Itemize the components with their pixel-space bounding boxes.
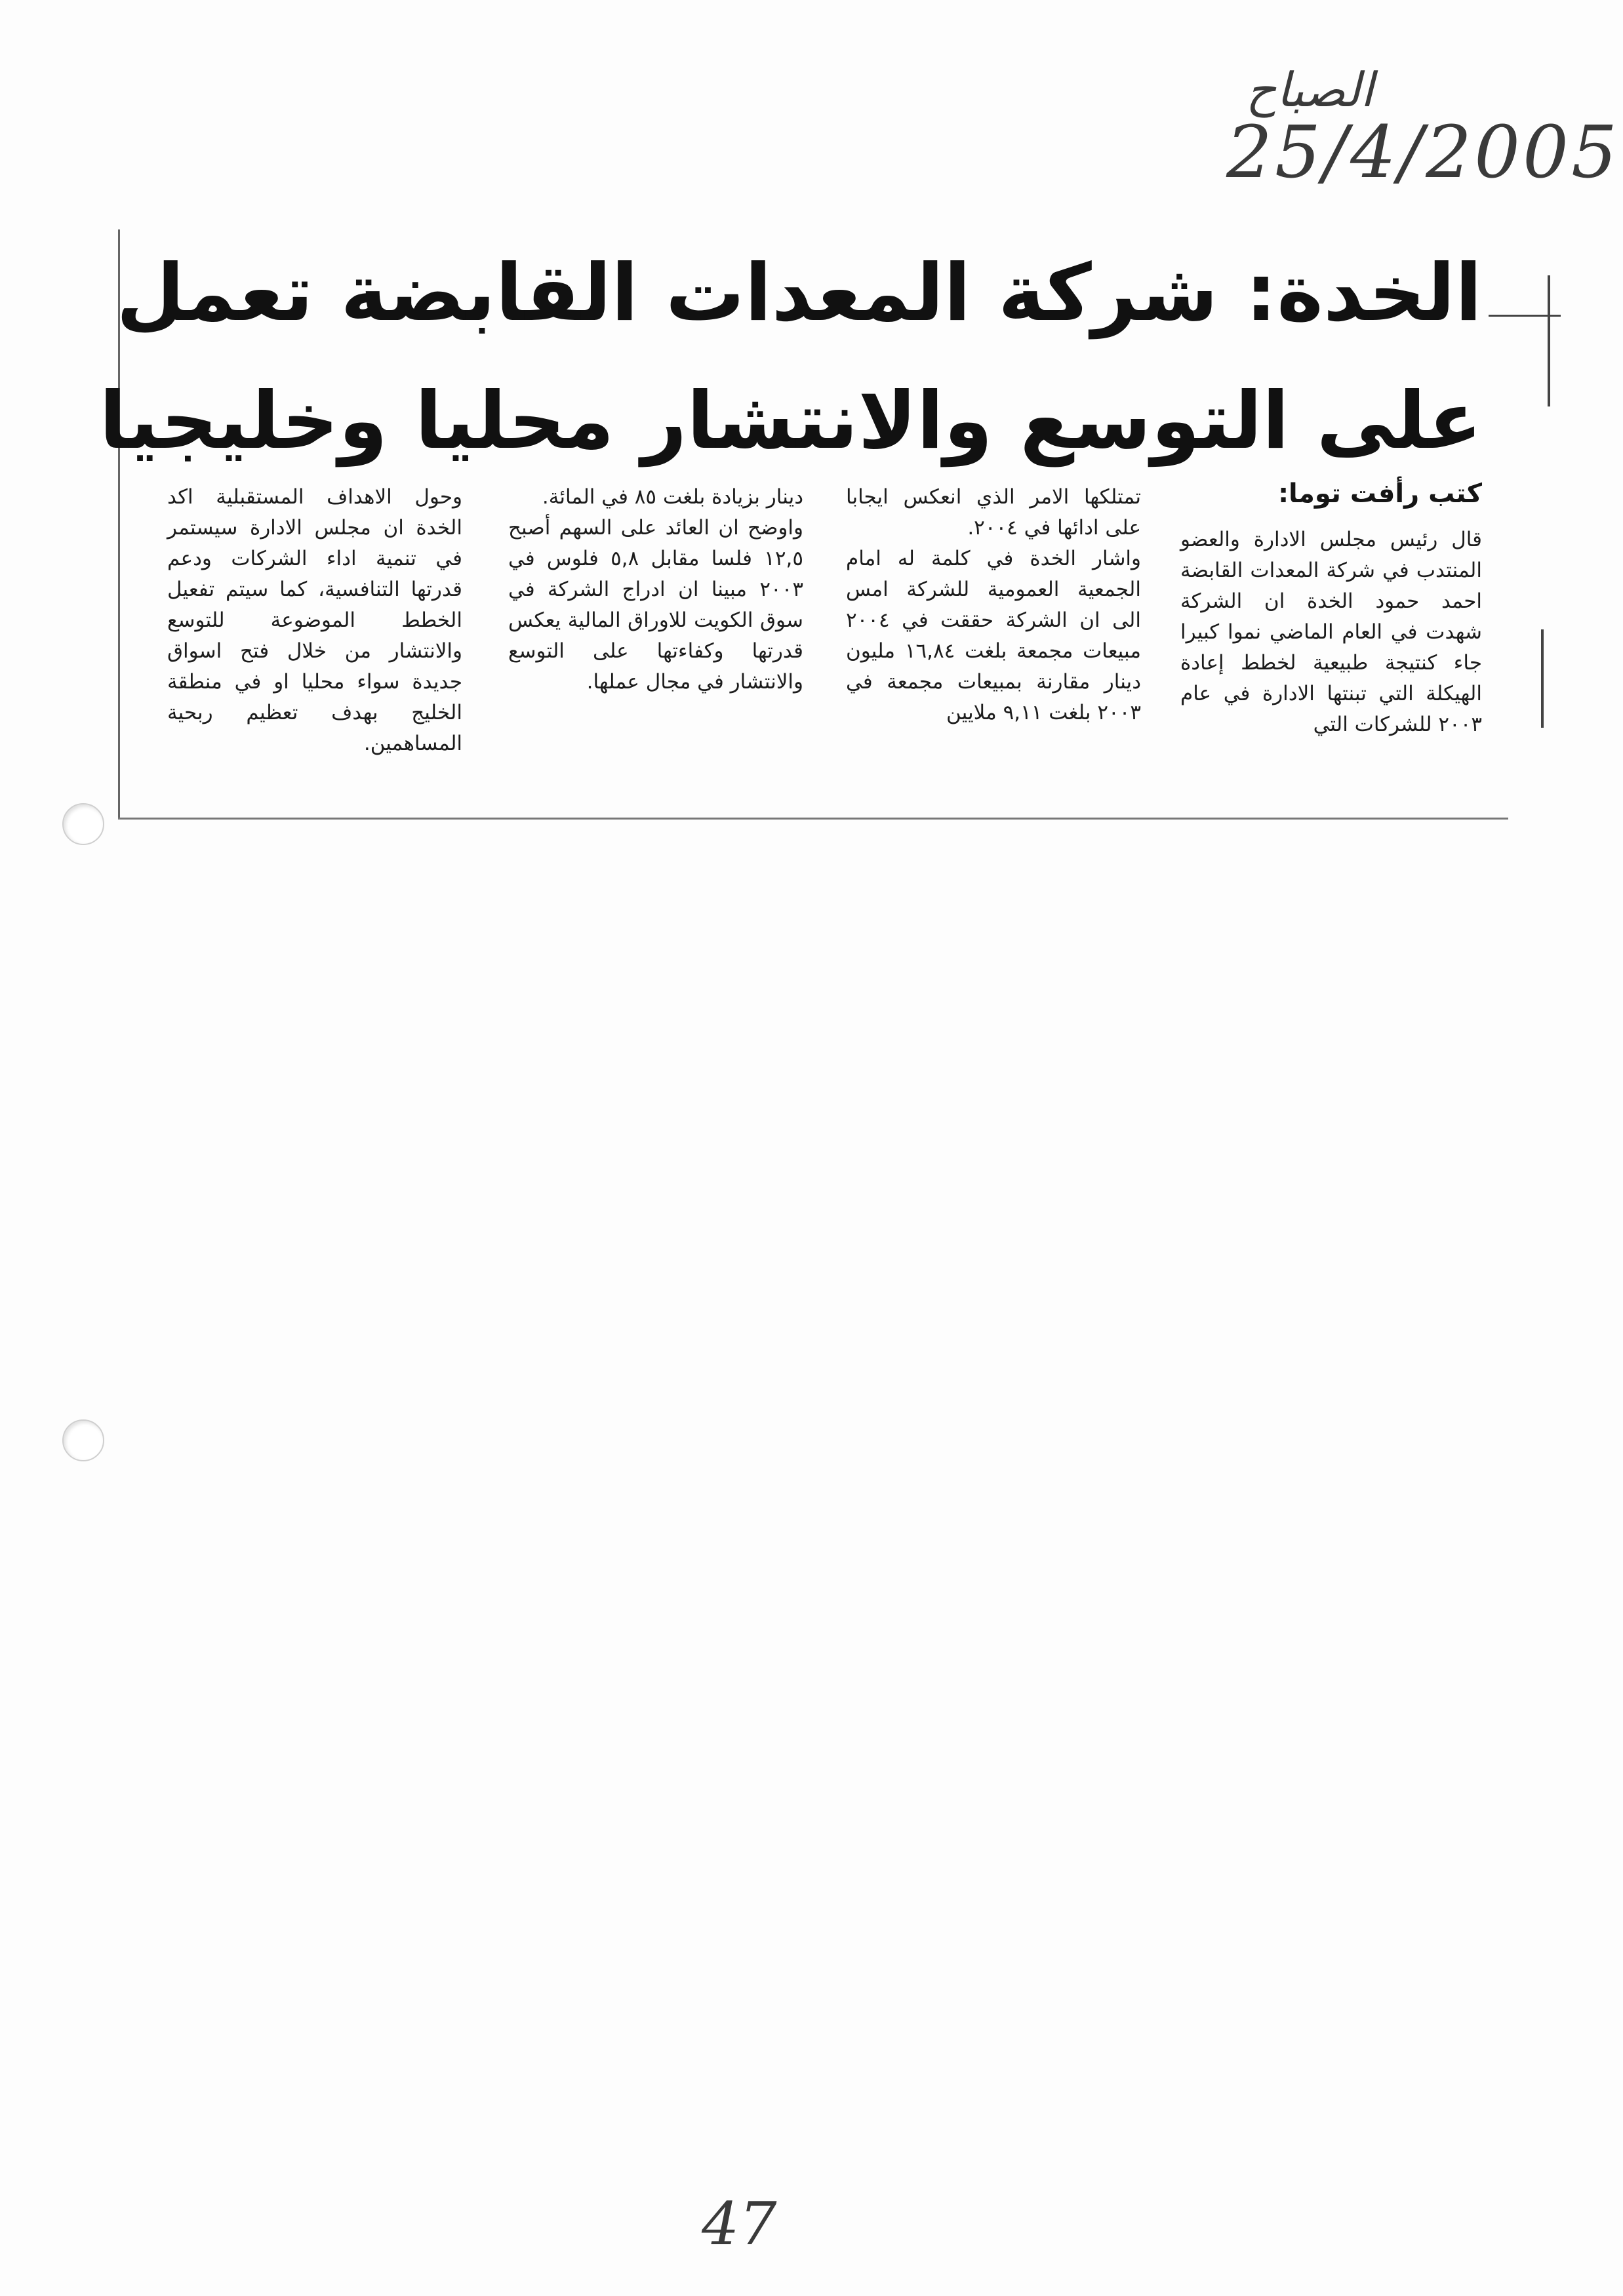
article-column-3 bbox=[508, 482, 803, 698]
article-byline: كتب رأفت توما: bbox=[1278, 479, 1482, 509]
column-2-paragraph-2: واشار الخدة في كلمة له امام الجمعية العمومية للشركة امس الى ان الشركة حققت في ٢٠٠٤ مبيعات مجمعة بلغت ١٦,٨٤ مليون دينار مقارنة بمبيعات مجمعة في ٢٠٠٣ بلغت ٩,١١ ملايين bbox=[846, 547, 1141, 724]
newspaper-clipping bbox=[99, 216, 1508, 820]
column-1-text: قال رئيس مجلس الادارة والعضو المنتدب في شركة المعدات القابضة احمد حمود الخدة ان الشركة شهدت في العام الماضي نموا كبيرا جاء كنتيجة طبيعية لخطط إعادة الهيكلة التي تبنتها الادارة في عام ٢٠٠٣ للشركات التي bbox=[1180, 528, 1482, 736]
column-2-paragraph-1: تمتلكها الامر الذي انعكس ايجابا على ادائها في ٢٠٠٤. bbox=[846, 485, 1141, 540]
punch-hole-top bbox=[62, 803, 104, 845]
column-4-text: وحول الاهداف المستقبلية اكد الخدة ان مجلس الادارة سيستمر في تنمية اداء الشركات ودعم قدرتها التنافسية، كما سيتم تفعيل الخطط الموضوعة للتوسع والانتشار من خلال فتح اسواق جديدة سواء محليا او في منطقة الخليج بهدف تعظيم ربحية المساهمين. bbox=[167, 485, 462, 755]
column-3-paragraph-1: دينار بزيادة بلغت ٨٥ في المائة. bbox=[542, 485, 803, 509]
headline-line-1: الخدة: شركة المعدات القابضة تعمل bbox=[116, 248, 1482, 339]
column-3-paragraph-2: واوضح ان العائد على السهم أصبح ١٢,٥ فلسا مقابل ٥,٨ فلوس في ٢٠٠٣ مبينا ان ادراج الشركة في سوق الكويت للاوراق المالية يعكس قدرتها وكفاءتها على التوسع والانتشار في مجال عملها. bbox=[508, 516, 803, 694]
article-column-2 bbox=[846, 482, 1141, 728]
handwritten-date: 25/4/2005 bbox=[1226, 110, 1620, 194]
punch-hole-bottom bbox=[62, 1419, 104, 1461]
headline-line-2: على التوسع والانتشار محليا وخليجيا bbox=[99, 376, 1482, 467]
article-headline bbox=[99, 229, 1482, 485]
article-column-4 bbox=[167, 482, 462, 759]
handwritten-source: الصباح bbox=[1246, 62, 1374, 117]
margin-mark bbox=[1548, 275, 1550, 406]
margin-mark bbox=[1541, 629, 1544, 728]
clipping-bottom-edge bbox=[118, 818, 1508, 820]
handwritten-page-number: 47 bbox=[702, 2190, 777, 2259]
article-column-1 bbox=[1180, 525, 1482, 740]
